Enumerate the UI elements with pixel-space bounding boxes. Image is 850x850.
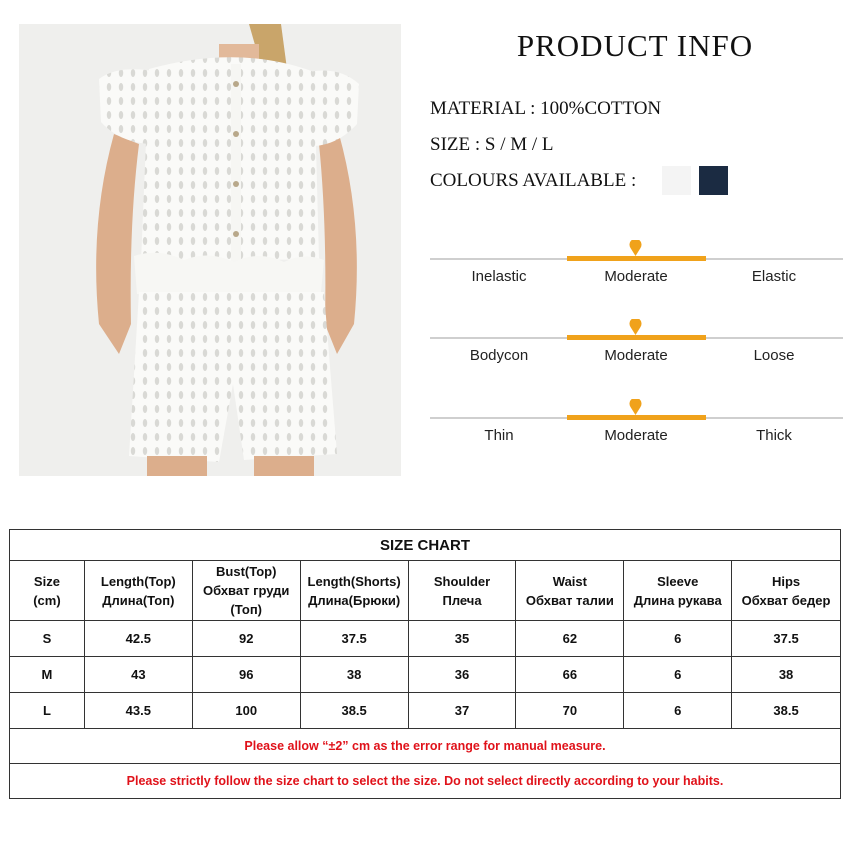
header-text: Hips — [771, 573, 801, 589]
scale-label-right: Thick — [756, 427, 792, 444]
size-chart-header-cell — [192, 561, 300, 621]
measurement-cell: 66 — [516, 657, 624, 693]
measurement-cell: 70 — [516, 693, 624, 729]
size-chart-title: SIZE CHART — [10, 530, 841, 561]
header-text: Длина(Топ) — [102, 592, 175, 608]
fit-scale — [430, 319, 843, 369]
scale-label-left: Bodycon — [469, 347, 529, 364]
table-row — [10, 621, 841, 657]
scale-highlight — [567, 335, 706, 340]
header-text: Size — [33, 573, 60, 589]
scale-label-middle: Moderate — [604, 268, 668, 285]
header-text: (cm) — [33, 592, 61, 608]
measurement-cell: 100 — [192, 693, 300, 729]
location-pin-icon — [629, 399, 642, 415]
measurement-cell: 38.5 — [300, 693, 408, 729]
header-text: Обхват груди — [203, 583, 290, 598]
size-text: SIZE : S / M / L — [430, 134, 554, 155]
product-info-title: PRODUCT INFO — [516, 28, 754, 63]
measurement-cell: 36 — [408, 657, 516, 693]
size-advice-note: Please strictly follow the size chart to select the size. Do not select directly according to your habits. — [10, 764, 841, 799]
header-text: Длина(Брюки) — [308, 592, 401, 608]
table-row — [10, 657, 841, 693]
measurement-cell: 6 — [624, 657, 732, 693]
header-text: Обхват бедер — [741, 592, 831, 608]
measurement-cell: 37.5 — [300, 621, 408, 657]
colours-label: COLOURS AVAILABLE : — [430, 170, 637, 191]
header-text: Длина рукава — [633, 592, 722, 608]
scale-label-middle: Moderate — [604, 347, 668, 364]
size-chart-header-cell — [10, 561, 85, 621]
measurement-cell: 43 — [84, 657, 192, 693]
measurement-cell: 92 — [192, 621, 300, 657]
header-text: Bust(Top) — [216, 564, 277, 579]
size-chart-header — [10, 561, 841, 621]
elasticity-scale — [430, 240, 843, 290]
measurement-cell: 96 — [192, 657, 300, 693]
size-label-cell: L — [10, 693, 85, 729]
header-text: Обхват талии — [525, 592, 614, 608]
measurement-cell: 43.5 — [84, 693, 192, 729]
colour-swatch-white[interactable] — [662, 166, 691, 195]
measurement-cell: 38 — [300, 657, 408, 693]
measurement-cell: 37 — [408, 693, 516, 729]
scale-highlight — [567, 415, 706, 420]
scale-label-right: Elastic — [751, 268, 797, 285]
location-pin-icon — [629, 240, 642, 256]
thickness-scale — [430, 399, 843, 449]
measurement-cell: 35 — [408, 621, 516, 657]
scale-label-left: Inelastic — [471, 268, 527, 285]
size-chart-header-cell — [84, 561, 192, 621]
size-label-cell: S — [10, 621, 85, 657]
scale-label-middle: Moderate — [604, 427, 668, 444]
scale-label-left: Thin — [484, 427, 514, 444]
header-text: (Топ) — [230, 602, 262, 617]
measurement-cell: 37.5 — [732, 621, 841, 657]
colour-swatch-navy[interactable] — [699, 166, 728, 195]
header-text: Waist — [552, 573, 587, 589]
product-photo — [19, 24, 401, 476]
size-chart-header-cell — [624, 561, 732, 621]
size-chart-header-cell — [300, 561, 408, 621]
size-chart-header-cell — [408, 561, 516, 621]
material-text: MATERIAL : 100%COTTON — [430, 98, 662, 119]
scale-highlight — [567, 256, 706, 261]
measurement-cell: 62 — [516, 621, 624, 657]
table-row — [10, 693, 841, 729]
header-text: Shoulder — [433, 573, 491, 589]
header-text: Length(Shorts) — [307, 573, 401, 589]
measure-error-note: Please allow “±2” cm as the error range for manual measure. — [10, 729, 841, 764]
scale-label-right: Loose — [753, 347, 795, 364]
size-chart-header-cell — [732, 561, 841, 621]
location-pin-icon — [629, 319, 642, 335]
measurement-cell: 38 — [732, 657, 841, 693]
header-text: Sleeve — [657, 573, 699, 589]
measurement-cell: 6 — [624, 621, 732, 657]
measurement-cell: 42.5 — [84, 621, 192, 657]
header-text: Плеча — [442, 592, 482, 608]
measurement-cell: 6 — [624, 693, 732, 729]
size-chart-table — [9, 529, 841, 799]
header-text: Length(Top) — [100, 573, 176, 589]
size-chart-header-cell — [516, 561, 624, 621]
size-label-cell: M — [10, 657, 85, 693]
measurement-cell: 38.5 — [732, 693, 841, 729]
